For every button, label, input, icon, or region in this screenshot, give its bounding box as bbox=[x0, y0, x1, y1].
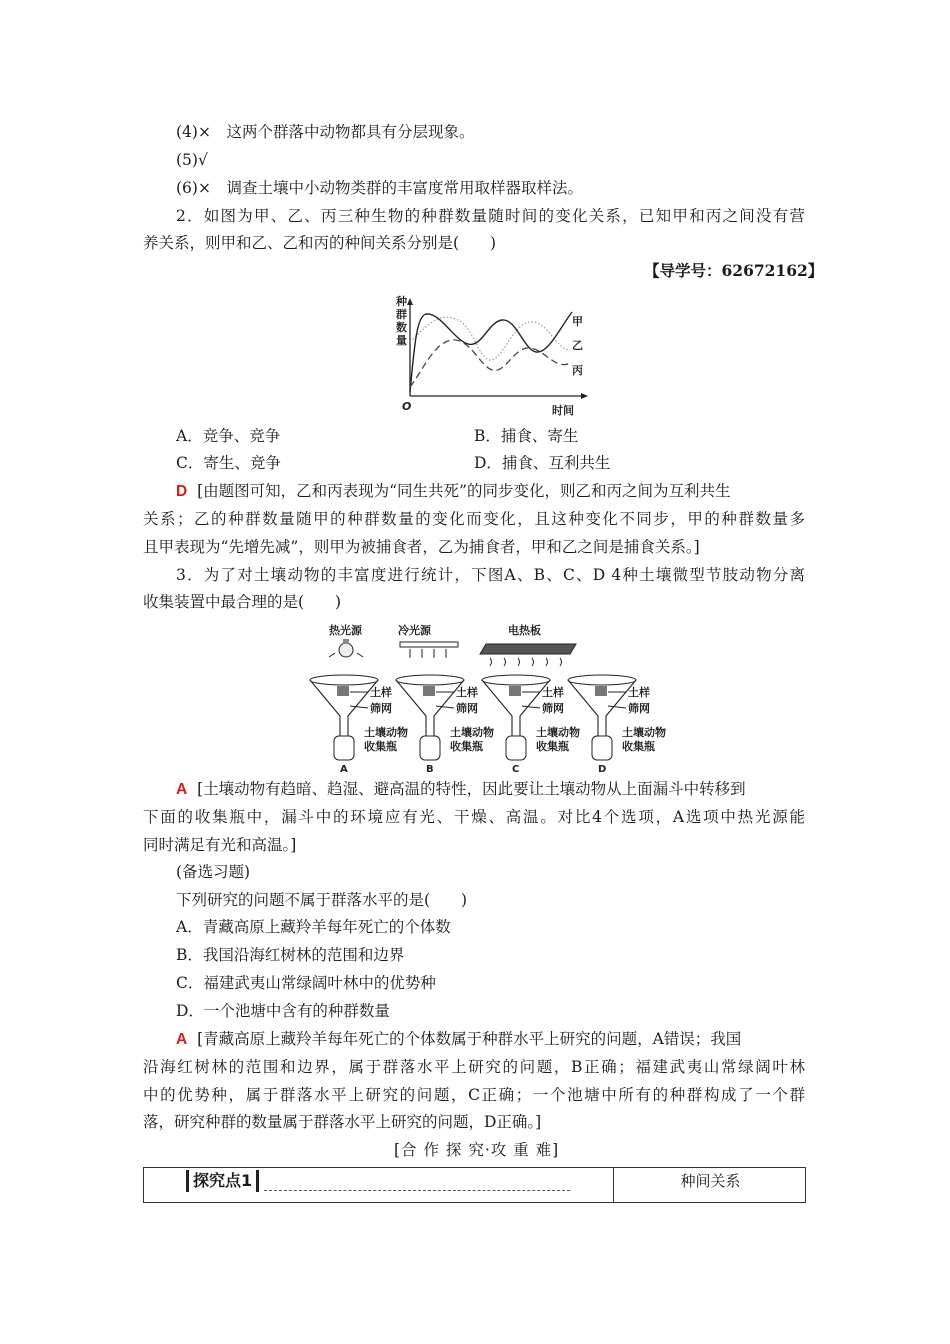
soil-sample-icon bbox=[509, 686, 521, 696]
y-axis-arrow bbox=[407, 298, 413, 305]
collector-label-2: 收集瓶 bbox=[536, 740, 569, 753]
q3-explanation-line1 bbox=[176, 778, 805, 801]
soil-sample-icon bbox=[595, 686, 607, 696]
funnel-rim bbox=[568, 675, 636, 685]
q2-option-b: B．捕食、寄生 bbox=[474, 427, 579, 445]
q3-answer-letter: A bbox=[176, 781, 188, 798]
extra-explanation-line3: 中的优势种，属于群落水平上研究的问题，C正确；一个池塘中所有的种群构成了一个群 bbox=[143, 1086, 805, 1104]
collector-label-2: 收集瓶 bbox=[450, 740, 483, 753]
q2-option-d: D．捕食、互利共生 bbox=[474, 454, 611, 472]
q2-explanation-line1 bbox=[176, 480, 805, 503]
curve-yi bbox=[410, 312, 572, 392]
explore-point-table bbox=[143, 1167, 806, 1203]
collector-label-2: 收集瓶 bbox=[622, 740, 655, 753]
cold-light-icon bbox=[400, 642, 458, 647]
q3-stem-line1: 3．为了对土壤动物的丰富度进行统计，下图A、B、C、D 4种土壤微型节肢动物分离 bbox=[176, 566, 805, 584]
soil-label: 土样 bbox=[370, 686, 392, 699]
hot-plate-icon bbox=[480, 644, 576, 654]
population-chart bbox=[360, 292, 600, 420]
explore-point-tag: 探究点1 bbox=[186, 1170, 259, 1192]
q2-exp-text: [由题图可知，乙和丙表现为“同生共死”的同步变化，则乙和丙之间为互利共生 bbox=[197, 482, 731, 500]
soil-label: 土样 bbox=[542, 686, 564, 699]
y-label-char: 群 bbox=[396, 308, 407, 321]
cold-light-label: 冷光源 bbox=[398, 624, 431, 637]
answer-4: (4)× 这两个群落中动物都具有分层现象。 bbox=[176, 123, 475, 141]
answer-6: (6)× 调查土壤中小动物类群的丰富度常用取样器取样法。 bbox=[176, 179, 583, 197]
x-axis-label: 时间 bbox=[552, 404, 574, 417]
q2-option-a: A．竞争、竞争 bbox=[176, 427, 281, 445]
funnel-rim bbox=[310, 675, 378, 685]
section-title: [合 作 探 究·攻 重 难] bbox=[394, 1141, 560, 1159]
extra-explanation-line1 bbox=[176, 1028, 805, 1051]
extra-explanation-line2: 沿海红树林的范围和边界，属于群落水平上研究的问题，B正确；福建武夷山常绿阔叶林 bbox=[143, 1058, 805, 1076]
topic-cell: 种间关系 bbox=[613, 1168, 807, 1202]
apparatus-d bbox=[568, 675, 666, 775]
legend-bing: 丙 bbox=[572, 364, 583, 377]
extra-heading: (备选习题) bbox=[176, 863, 251, 881]
guide-number: 【导学号：62672162】 bbox=[644, 261, 824, 280]
extra-answer-letter: A bbox=[176, 1031, 188, 1048]
extra-option-d: D．一个池塘中含有的种群数量 bbox=[176, 1002, 390, 1020]
collector-label-2: 收集瓶 bbox=[364, 740, 397, 753]
collection-bottle-icon bbox=[334, 736, 354, 760]
q3-explanation-line2: 下面的收集瓶中，漏斗中的环境应有光、干燥、高温。对比4个选项，A选项中热光源能 bbox=[143, 808, 805, 826]
y-label-char: 量 bbox=[396, 334, 407, 347]
sieve-label: 筛网 bbox=[542, 702, 564, 715]
collector-label-1: 土壤动物 bbox=[364, 726, 408, 739]
hot-plate-label: 电热板 bbox=[508, 624, 541, 637]
soil-animal-apparatus-figure bbox=[300, 620, 680, 775]
bulb-base-icon bbox=[343, 639, 349, 644]
heat-light-label: 热光源 bbox=[329, 624, 362, 637]
label-d: D bbox=[598, 764, 607, 775]
legend-jia: 甲 bbox=[572, 315, 583, 328]
sieve-label: 筛网 bbox=[628, 702, 650, 715]
y-label-char: 数 bbox=[396, 321, 407, 334]
apparatus-c bbox=[480, 623, 580, 775]
q2-answer-letter: D bbox=[176, 483, 188, 500]
funnel-rim bbox=[482, 675, 550, 685]
q2-stem-line2: 养关系，则甲和乙、乙和丙的种间关系分别是( ) bbox=[143, 234, 497, 252]
dashed-divider bbox=[264, 1190, 570, 1191]
q2-stem-line1: 2．如图为甲、乙、丙三种生物的种群数量随时间的变化关系，已知甲和丙之间没有营 bbox=[176, 207, 805, 225]
extra-option-a: A．青藏高原上藏羚羊每年死亡的个体数 bbox=[176, 918, 451, 936]
extra-explanation-line4: 落，研究种群的数量属于群落水平上研究的问题，D正确。] bbox=[143, 1113, 542, 1131]
chart-y-label bbox=[395, 294, 407, 347]
q3-exp-text: [土壤动物有趋暗、趋湿、避高温的特性，因此要让土壤动物从上面漏斗中转移到 bbox=[197, 780, 746, 798]
origin-label: O bbox=[402, 400, 412, 413]
collection-bottle-icon bbox=[506, 736, 526, 760]
q3-explanation-line3: 同时满足有光和高温。] bbox=[143, 836, 297, 854]
collector-label-1: 土壤动物 bbox=[536, 726, 580, 739]
collector-label-1: 土壤动物 bbox=[622, 726, 666, 739]
curve-jia bbox=[410, 317, 570, 360]
q2-option-c: C．寄生、竞争 bbox=[176, 454, 281, 472]
answer-5: (5)√ bbox=[176, 151, 208, 169]
soil-label: 土样 bbox=[628, 686, 650, 699]
collection-bottle-icon bbox=[420, 736, 440, 760]
label-a: A bbox=[340, 764, 348, 775]
q3-stem-line2: 收集装置中最合理的是( ) bbox=[143, 593, 342, 611]
sieve-label: 筛网 bbox=[456, 702, 478, 715]
q2-explanation-line2: 关系；乙的种群数量随甲的种群数量的变化而变化，且这种变化不同步，甲的种群数量多 bbox=[143, 510, 805, 528]
apparatus-a bbox=[310, 623, 408, 775]
collection-bottle-icon bbox=[592, 736, 612, 760]
soil-label: 土样 bbox=[456, 686, 478, 699]
apparatus-b bbox=[396, 623, 494, 775]
q2-explanation-line3: 且甲表现为“先增先减”，则甲为被捕食者，乙为捕食者，甲和乙之间是捕食关系。] bbox=[143, 538, 700, 556]
legend-yi: 乙 bbox=[572, 339, 583, 352]
y-label-char: 种 bbox=[396, 295, 407, 308]
extra-option-b: B．我国沿海红树林的范围和边界 bbox=[176, 946, 405, 964]
x-axis-arrow bbox=[581, 393, 588, 399]
soil-sample-icon bbox=[423, 686, 435, 696]
collector-label-1: 土壤动物 bbox=[450, 726, 494, 739]
soil-sample-icon bbox=[337, 686, 349, 696]
extra-question: 下列研究的问题不属于群落水平的是( ) bbox=[176, 891, 468, 909]
label-c: C bbox=[512, 764, 520, 775]
label-b: B bbox=[426, 764, 434, 775]
sieve-label: 筛网 bbox=[370, 702, 392, 715]
extra-exp-text: [青藏高原上藏羚羊每年死亡的个体数属于种群水平上研究的问题，A错误；我国 bbox=[197, 1030, 742, 1048]
bulb-icon bbox=[339, 643, 353, 657]
funnel-rim bbox=[396, 675, 464, 685]
extra-option-c: C．福建武夷山常绿阔叶林中的优势种 bbox=[176, 974, 436, 992]
